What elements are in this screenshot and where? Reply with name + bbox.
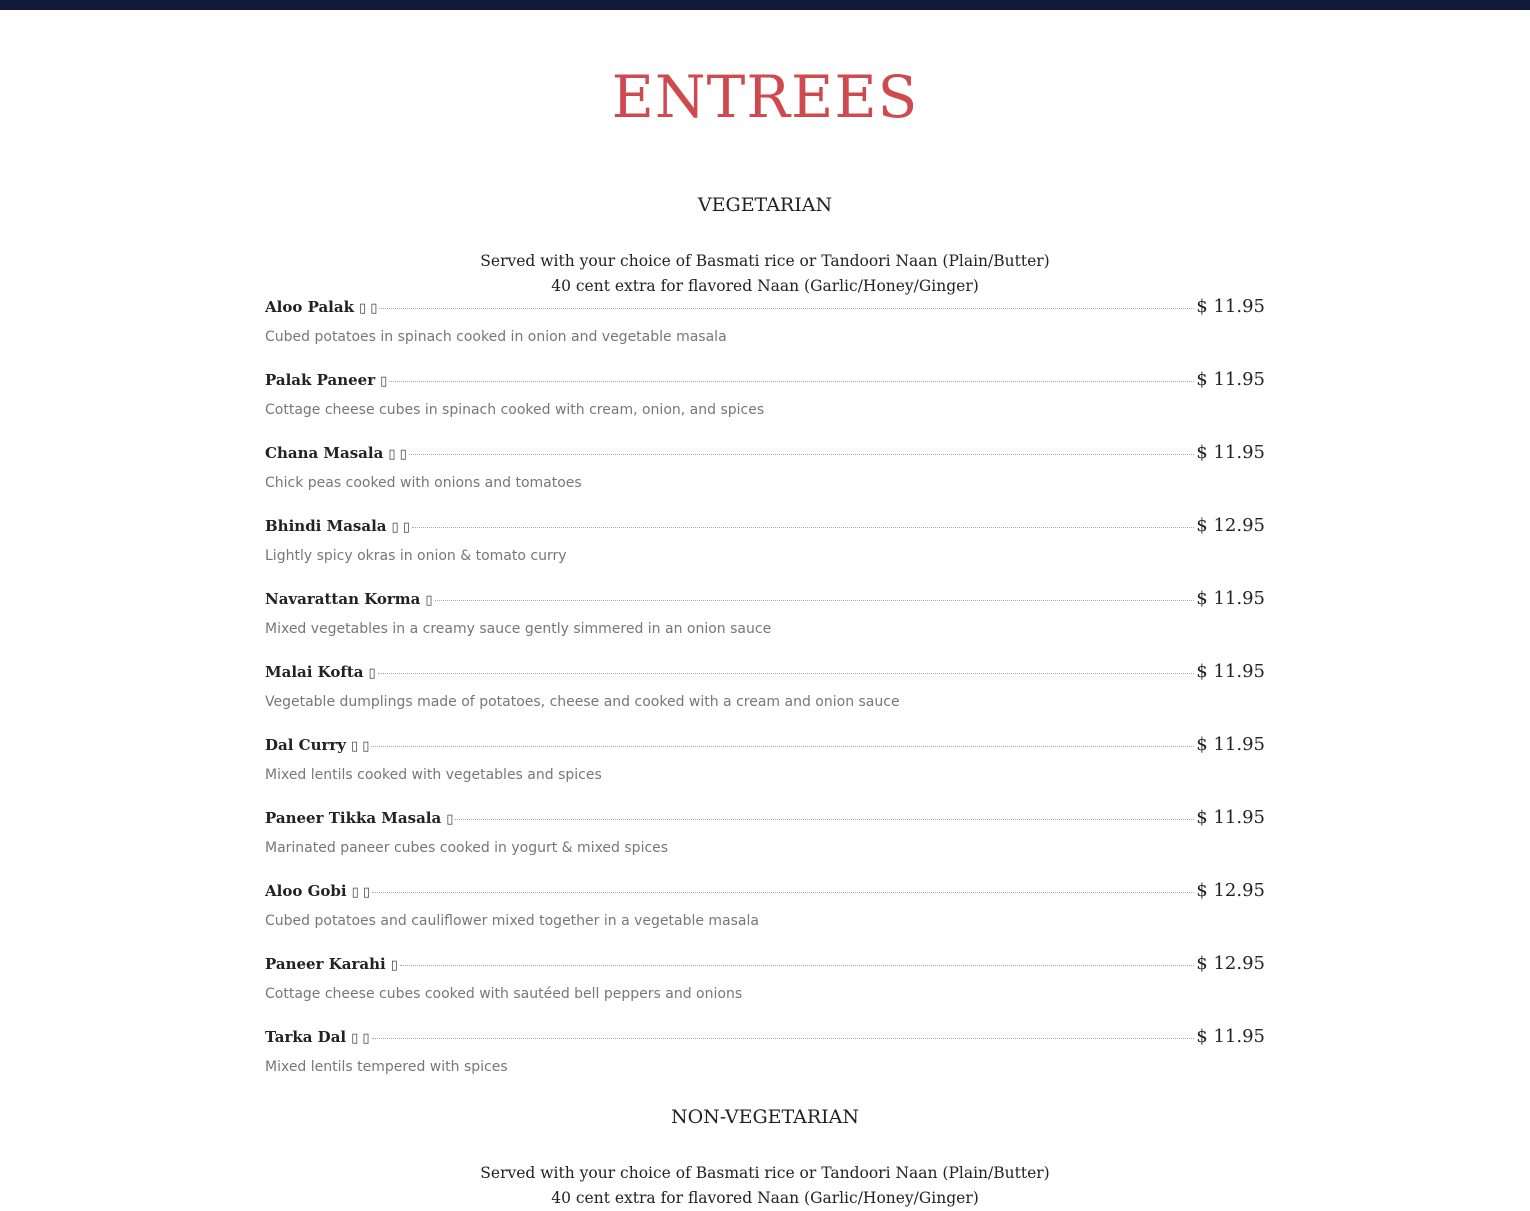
menu-item-price: $ 11.95 bbox=[1196, 588, 1265, 609]
menu-item-description: Mixed vegetables in a creamy sauce gently simmered in an onion sauce bbox=[265, 621, 772, 637]
menu-item bbox=[265, 1026, 1265, 1099]
dotted-leader bbox=[372, 1038, 1195, 1039]
menu-item-name: Malai Kofta bbox=[265, 663, 364, 681]
menu-item bbox=[265, 515, 1265, 588]
menu-item-description: Chick peas cooked with onions and tomatoes bbox=[265, 475, 582, 491]
menu-item-description: Cottage cheese cubes in spinach cooked with cream, onion, and spices bbox=[265, 402, 765, 418]
page-title: ENTREES bbox=[611, 63, 919, 131]
dietary-icons: ▯ ▯ bbox=[351, 885, 371, 900]
menu-item-price: $ 11.95 bbox=[1196, 1026, 1265, 1047]
dotted-leader bbox=[371, 746, 1194, 747]
dietary-icons: ▯ ▯ bbox=[391, 520, 410, 535]
vegetarian-note-line-2: 40 cent extra for flavored Naan (Garlic/Honey/Ginger) bbox=[551, 277, 979, 295]
menu-item-price: $ 11.95 bbox=[1196, 296, 1265, 317]
menu-item-name: Bhindi Masala bbox=[265, 517, 387, 535]
menu-item-description: Mixed lentils tempered with spices bbox=[265, 1059, 508, 1075]
non-vegetarian-note-line-1: Served with your choice of Basmati rice or Tandoori Naan (Plain/Butter) bbox=[480, 1164, 1050, 1182]
dotted-leader bbox=[409, 454, 1195, 455]
menu-item-name: Tarka Dal bbox=[265, 1028, 347, 1046]
menu-item-description: Cottage cheese cubes cooked with sautéed bell peppers and onions bbox=[265, 986, 743, 1002]
dietary-icons: ▯ bbox=[380, 374, 388, 389]
dietary-icons: ▯ ▯ bbox=[358, 301, 378, 316]
dotted-leader bbox=[379, 308, 1194, 309]
menu-item bbox=[265, 588, 1265, 661]
menu-item-description: Cubed potatoes and cauliflower mixed together in a vegetable masala bbox=[265, 913, 759, 929]
menu-item-description: Lightly spicy okras in onion & tomato curry bbox=[265, 548, 567, 564]
dietary-icons: ▯ bbox=[425, 593, 433, 608]
dietary-icons: ▯ bbox=[446, 812, 454, 827]
menu-item bbox=[265, 807, 1265, 880]
menu-item bbox=[265, 369, 1265, 442]
menu-item-description: Marinated paneer cubes cooked in yogurt & mixed spices bbox=[265, 840, 669, 856]
menu-item-price: $ 12.95 bbox=[1196, 953, 1265, 974]
menu-item-name: Chana Masala bbox=[265, 444, 384, 462]
menu-item-price: $ 11.95 bbox=[1196, 734, 1265, 755]
dotted-leader bbox=[372, 892, 1194, 893]
dotted-leader bbox=[435, 600, 1195, 601]
menu-item-description: Mixed lentils cooked with vegetables and spices bbox=[265, 767, 602, 783]
menu-item-price: $ 11.95 bbox=[1196, 369, 1265, 390]
menu-item-name: Paneer Tikka Masala bbox=[265, 809, 442, 827]
menu-item-name: Dal Curry bbox=[265, 736, 347, 754]
menu-item-price: $ 12.95 bbox=[1196, 880, 1265, 901]
dietary-icons: ▯ ▯ bbox=[351, 1031, 370, 1046]
dietary-icons: ▯ ▯ bbox=[351, 739, 370, 754]
dietary-icons: ▯ bbox=[368, 666, 376, 681]
menu-item-price: $ 11.95 bbox=[1196, 661, 1265, 682]
section-title-vegetarian: VEGETARIAN bbox=[697, 194, 833, 216]
dietary-icons: ▯ bbox=[390, 958, 398, 973]
menu-item bbox=[265, 296, 1265, 369]
menu-item-name: Palak Paneer bbox=[265, 371, 376, 389]
menu-item-price: $ 12.95 bbox=[1196, 515, 1265, 536]
dotted-leader bbox=[389, 381, 1194, 382]
dotted-leader bbox=[455, 819, 1194, 820]
menu-item-price: $ 11.95 bbox=[1196, 442, 1265, 463]
menu-item-name: Paneer Karahi bbox=[265, 955, 386, 973]
menu-item-name: Aloo Gobi bbox=[265, 882, 347, 900]
menu-item-name: Aloo Palak bbox=[265, 298, 354, 316]
menu-item bbox=[265, 661, 1265, 734]
dotted-leader bbox=[412, 527, 1194, 528]
vegetarian-menu-list bbox=[265, 296, 1265, 1099]
menu-item-name: Navarattan Korma bbox=[265, 590, 421, 608]
menu-item-description: Vegetable dumplings made of potatoes, cheese and cooked with a cream and onion sauce bbox=[265, 694, 900, 710]
menu-item bbox=[265, 734, 1265, 807]
top-bar bbox=[0, 0, 1530, 10]
vegetarian-note-line-1: Served with your choice of Basmati rice or Tandoori Naan (Plain/Butter) bbox=[480, 252, 1050, 270]
dotted-leader bbox=[378, 673, 1195, 674]
non-vegetarian-note-line-2: 40 cent extra for flavored Naan (Garlic/Honey/Ginger) bbox=[551, 1189, 979, 1207]
menu-item-price: $ 11.95 bbox=[1196, 807, 1265, 828]
menu-item bbox=[265, 442, 1265, 515]
dietary-icons: ▯ ▯ bbox=[388, 447, 407, 462]
menu-item-description: Cubed potatoes in spinach cooked in onion and vegetable masala bbox=[265, 329, 727, 345]
section-title-non-vegetarian: NON-VEGETARIAN bbox=[670, 1106, 859, 1128]
dotted-leader bbox=[400, 965, 1194, 966]
menu-item bbox=[265, 880, 1265, 953]
menu-item bbox=[265, 953, 1265, 1026]
